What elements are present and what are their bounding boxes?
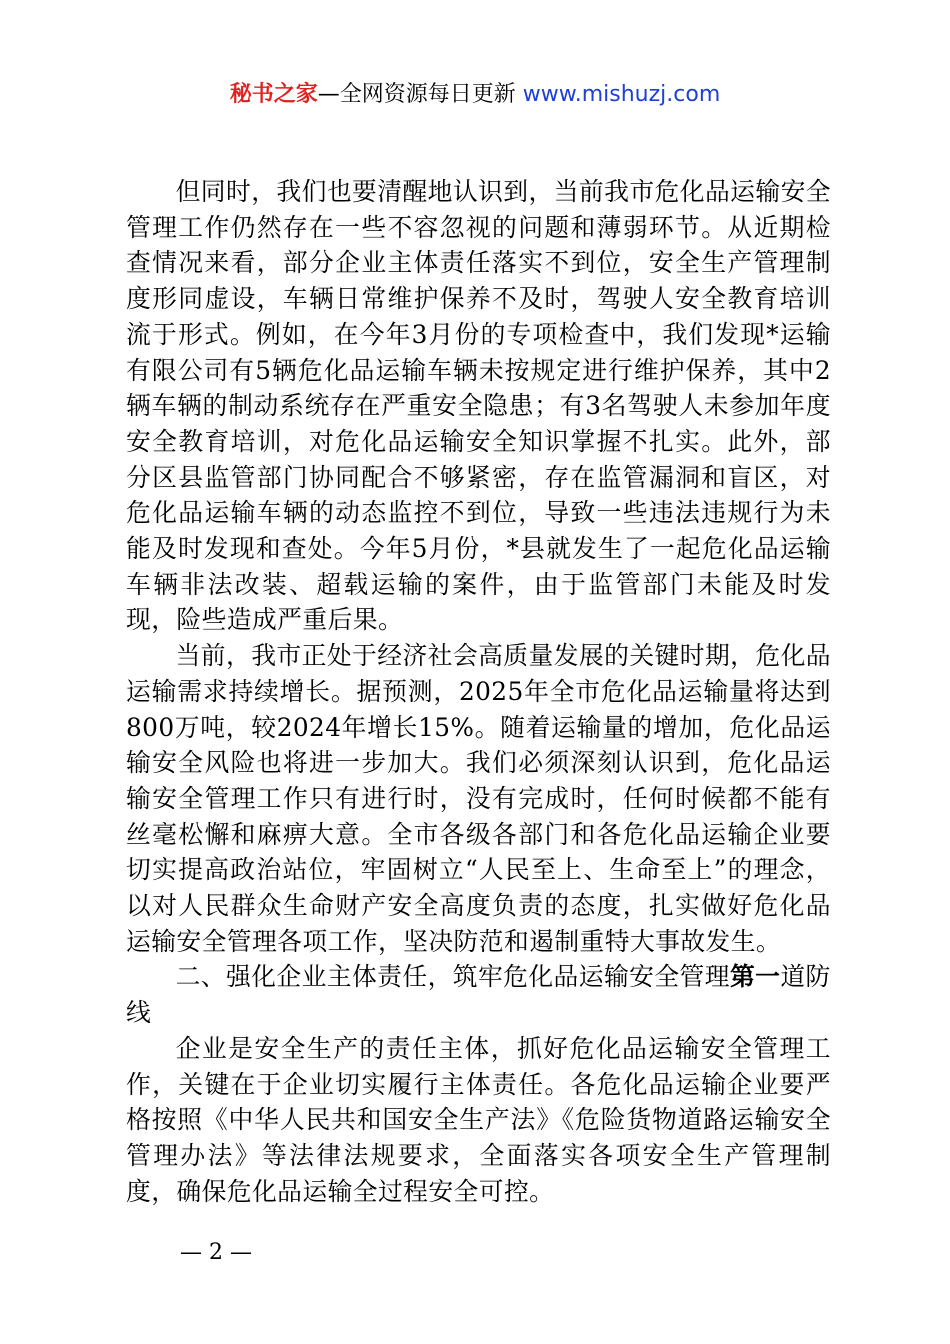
document-body	[126, 174, 831, 1209]
section-heading-emphasis: 第一	[729, 962, 781, 992]
section-heading	[126, 959, 831, 1030]
site-tagline: —全网资源每日更新	[317, 82, 523, 107]
body-paragraph: 但同时，我们也要清醒地认识到，当前我市危化品运输安全管理工作仍然存在一些不容忽视的问题和薄弱环节。从近期检查情况来看，部分企业主体责任落实不到位，安全生产管理制度形同虚设，车辆日常维护保养不及时，驾驶人安全教育培训流于形式。例如，在今年3月份的专项检查中，我们发现*运输有限公司有5辆危化品运输车辆未按规定进行维护保养，其中2辆车辆的制动系统存在严重安全隐患；有3名驾驶人未参加年度安全教育培训，对危化品运输安全知识掌握不扎实。此外，部分区县监管部门协同配合不够紧密，存在监管漏洞和盲区，对危化品运输车辆的动态监控不到位，导致一些违法违规行为未能及时发现和查处。今年5月份，*县就发生了一起危化品运输车辆非法改装、超载运输的案件，由于监管部门未能及时发现，险些造成严重后果。	[126, 177, 831, 635]
section-heading-text: 二、强化企业主体责任，筑牢危化品运输安全管理	[175, 962, 730, 992]
body-paragraph: 当前，我市正处于经济社会高质量发展的关键时期，危化品运输需求持续增长。据预测，2025年全市危化品运输量将达到800万吨，较2024年增长15%。随着运输量的增加，危化品运输安全风险也将进一步加大。我们必须深刻认识到，危化品运输安全管理工作只有进行时，没有完成时，任何时候都不能有丝毫松懈和麻痹大意。全市各级各部门和各危化品运输企业要切实提高政治站位，牢固树立“人民至上、生命至上”的理念，以对人民群众生命财产安全高度负责的态度，扎实做好危化品运输安全管理各项工作，坚决防范和遏制重特大事故发生。	[126, 641, 831, 956]
page-number: — 2 —	[180, 1240, 252, 1265]
site-url-link[interactable]: www.mishuzj.com	[522, 82, 721, 107]
body-paragraph: 企业是安全生产的责任主体，抓好危化品运输安全管理工作，关键在于企业切实履行主体责任。各危化品运输企业要严格按照《中华人民共和国安全生产法》《危险货物道路运输安全管理办法》等法律法规要求，全面落实各项安全生产管理制度，确保危化品运输全过程安全可控。	[126, 1033, 831, 1206]
section-heading-text-end: 道防线	[126, 962, 831, 1028]
site-brand: 秘书之家	[229, 82, 318, 107]
site-header	[0, 80, 950, 110]
